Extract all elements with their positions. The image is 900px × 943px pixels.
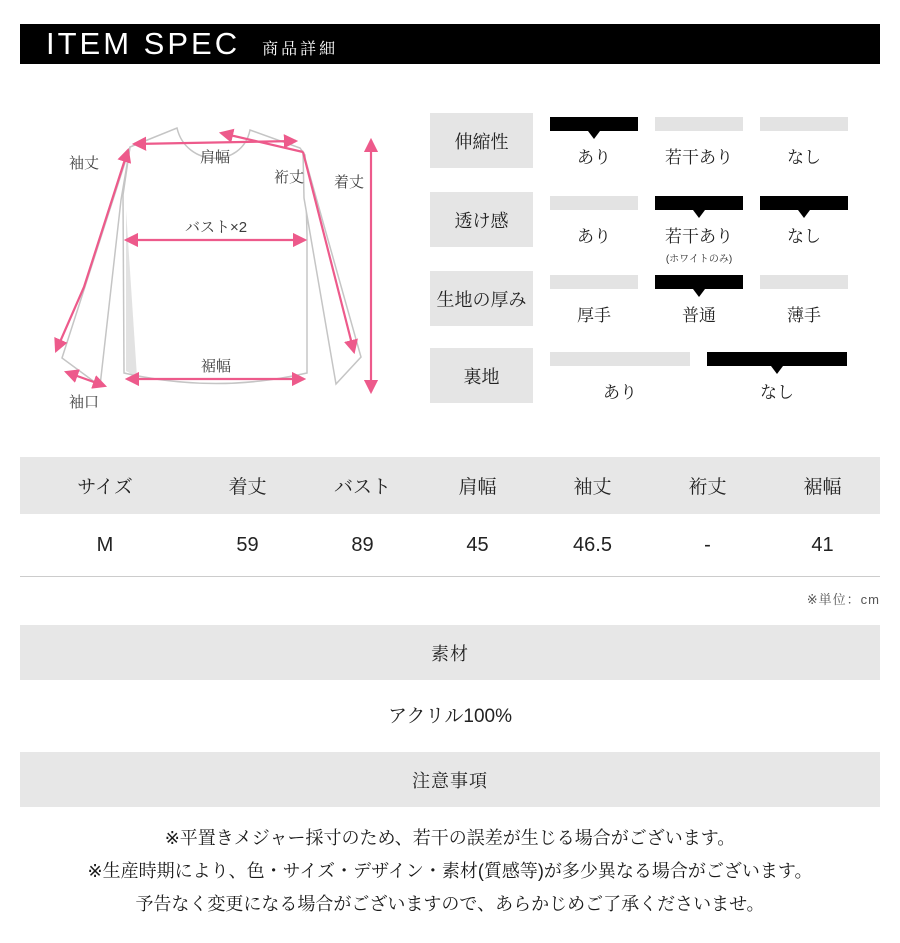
notice-line: ※生産時期により、色・サイズ・デザイン・素材(質感等)が多少異なる場合がございます。 bbox=[87, 861, 813, 881]
option-bar bbox=[550, 196, 638, 210]
option-bar bbox=[760, 196, 848, 210]
size-table-header bbox=[20, 457, 880, 514]
page-title: ITEM SPEC bbox=[46, 26, 241, 61]
property-label: 透け感 bbox=[430, 192, 533, 247]
length-value: 59 bbox=[236, 533, 259, 556]
option-bar bbox=[655, 196, 743, 210]
option: なし bbox=[760, 113, 848, 168]
option-bar bbox=[707, 352, 847, 366]
size-value: M bbox=[96, 533, 114, 556]
hem-value: 41 bbox=[811, 533, 834, 556]
option-note: (ホワイトのみ) bbox=[665, 254, 733, 265]
label-bust: バスト×2 bbox=[184, 219, 248, 236]
notice-heading: 注意事項 bbox=[20, 752, 880, 807]
garment-diagram-svg bbox=[20, 95, 420, 425]
unit-note: ※単位：cm bbox=[806, 592, 880, 607]
option-selected: 普通 bbox=[655, 271, 743, 326]
property-label: 生地の厚み bbox=[430, 271, 533, 326]
label-sleeve-length: 袖丈 bbox=[68, 155, 100, 172]
property-row-thickness bbox=[430, 271, 850, 326]
notice-text bbox=[20, 822, 880, 921]
header-bar bbox=[20, 24, 880, 64]
option: あり bbox=[550, 192, 638, 265]
property-row-sheerness bbox=[430, 192, 850, 265]
shoulder-value: 45 bbox=[466, 533, 489, 556]
label-cuff: 袖口 bbox=[68, 394, 100, 411]
option-selected: 若干あり (ホワイトのみ) bbox=[655, 192, 743, 265]
option-selected: なし bbox=[707, 348, 847, 403]
label-yuki-length: 裄丈 bbox=[273, 169, 305, 186]
bust-value: 89 bbox=[351, 533, 374, 556]
label-shoulder-width: 肩幅 bbox=[199, 149, 231, 166]
size-table bbox=[20, 457, 880, 608]
yuki-value: - bbox=[704, 533, 711, 556]
sleeve-value: 46.5 bbox=[573, 533, 612, 556]
option: 厚手 bbox=[550, 271, 638, 326]
column-header: サイズ bbox=[77, 477, 133, 498]
notice-line: ※平置きメジャー採寸のため、若干の誤差が生じる場合がございます。 bbox=[164, 828, 736, 848]
option-bar bbox=[550, 117, 638, 131]
label-hem-width: 裾幅 bbox=[200, 358, 232, 375]
size-table-row bbox=[20, 514, 880, 577]
option-bar bbox=[550, 275, 638, 289]
option-selected: あり bbox=[550, 113, 638, 168]
option: あり bbox=[550, 348, 690, 403]
page-subtitle: 商品詳細 bbox=[262, 40, 339, 58]
measurement-diagram bbox=[20, 95, 420, 425]
column-header: 肩幅 bbox=[458, 477, 497, 498]
shirt-outline-icon bbox=[62, 128, 361, 386]
column-header: 裄丈 bbox=[688, 477, 727, 498]
material-value: アクリル100% bbox=[387, 706, 513, 727]
column-header: 袖丈 bbox=[573, 477, 612, 498]
option-bar bbox=[655, 275, 743, 289]
property-row-lining bbox=[430, 348, 850, 403]
notice-line: 予告なく変更になる場合がございますので、あらかじめご了承くださいませ。 bbox=[135, 894, 765, 914]
material-heading: 素材 bbox=[20, 625, 880, 680]
label-body-length: 着丈 bbox=[333, 174, 364, 191]
option: 若干あり bbox=[655, 113, 743, 168]
property-label: 伸縮性 bbox=[430, 113, 533, 168]
option: 薄手 bbox=[760, 271, 848, 326]
property-label: 裏地 bbox=[430, 348, 533, 403]
property-row-stretch bbox=[430, 113, 850, 168]
column-header: 裾幅 bbox=[803, 477, 842, 498]
option-bar bbox=[760, 275, 848, 289]
option-bar bbox=[550, 352, 690, 366]
property-matrix bbox=[430, 113, 850, 418]
column-header: バスト bbox=[333, 477, 391, 498]
column-header: 着丈 bbox=[228, 477, 267, 498]
option-selected: なし bbox=[760, 192, 848, 265]
option-bar bbox=[655, 117, 743, 131]
option-bar bbox=[760, 117, 848, 131]
